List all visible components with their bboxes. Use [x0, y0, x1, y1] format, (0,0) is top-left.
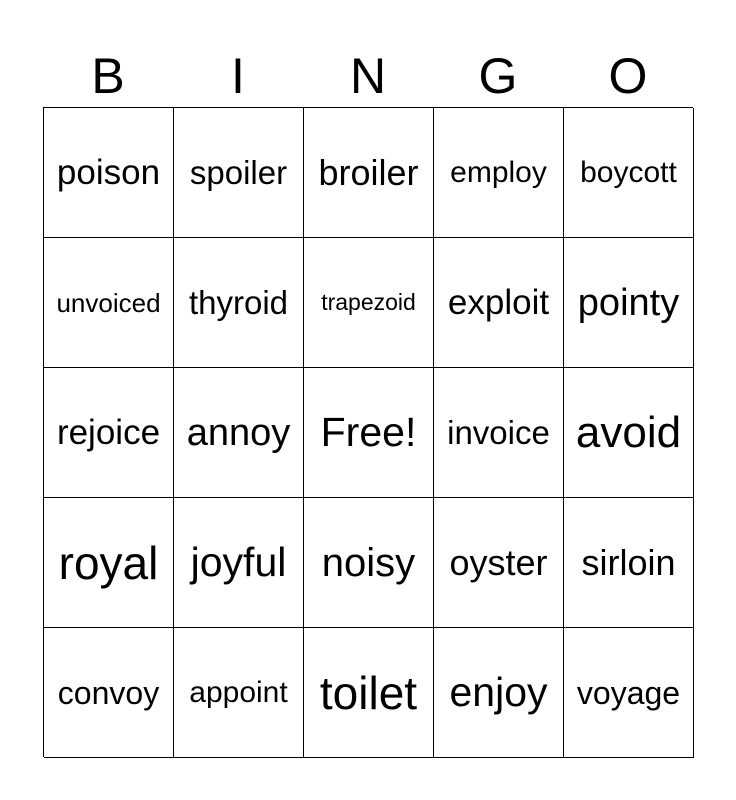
bingo-cell-r3-c4: invoice [434, 368, 564, 498]
bingo-cell-r5-c3: toilet [304, 628, 434, 758]
bingo-cell-r2-c4: exploit [434, 238, 564, 368]
header-letter-n: N [349, 48, 387, 104]
bingo-cell-r3-c3-free: Free! [304, 368, 434, 498]
bingo-cell-r1-c3: broiler [304, 108, 434, 238]
bingo-cell-r1-c1: poison [44, 108, 174, 238]
bingo-cell-r2-c5: pointy [564, 238, 694, 368]
bingo-board [43, 107, 693, 757]
bingo-cell-r4-c2: joyful [174, 498, 304, 628]
bingo-cell-r1-c2: spoiler [174, 108, 304, 238]
bingo-cell-r2-c2: thyroid [174, 238, 304, 368]
header-letter-g: G [478, 48, 518, 104]
header-letter-o: O [608, 48, 648, 104]
bingo-cell-r5-c1: convoy [44, 628, 174, 758]
bingo-cell-r4-c5: sirloin [564, 498, 694, 628]
bingo-cell-r1-c5: boycott [564, 108, 694, 238]
bingo-cell-r4-c4: oyster [434, 498, 564, 628]
bingo-cell-r3-c1: rejoice [44, 368, 174, 498]
header-letter-b: B [91, 48, 125, 104]
bingo-cell-r3-c5: avoid [564, 368, 694, 498]
bingo-header [43, 46, 693, 106]
bingo-cell-r4-c1: royal [44, 498, 174, 628]
bingo-cell-r5-c2: appoint [174, 628, 304, 758]
bingo-cell-r2-c1: unvoiced [44, 238, 174, 368]
bingo-cell-r4-c3: noisy [304, 498, 434, 628]
bingo-cell-r5-c5: voyage [564, 628, 694, 758]
header-letter-i: I [231, 48, 245, 104]
bingo-cell-r5-c4: enjoy [434, 628, 564, 758]
bingo-cell-r1-c4: employ [434, 108, 564, 238]
bingo-cell-r2-c3: trapezoid [304, 238, 434, 368]
bingo-cell-r3-c2: annoy [174, 368, 304, 498]
